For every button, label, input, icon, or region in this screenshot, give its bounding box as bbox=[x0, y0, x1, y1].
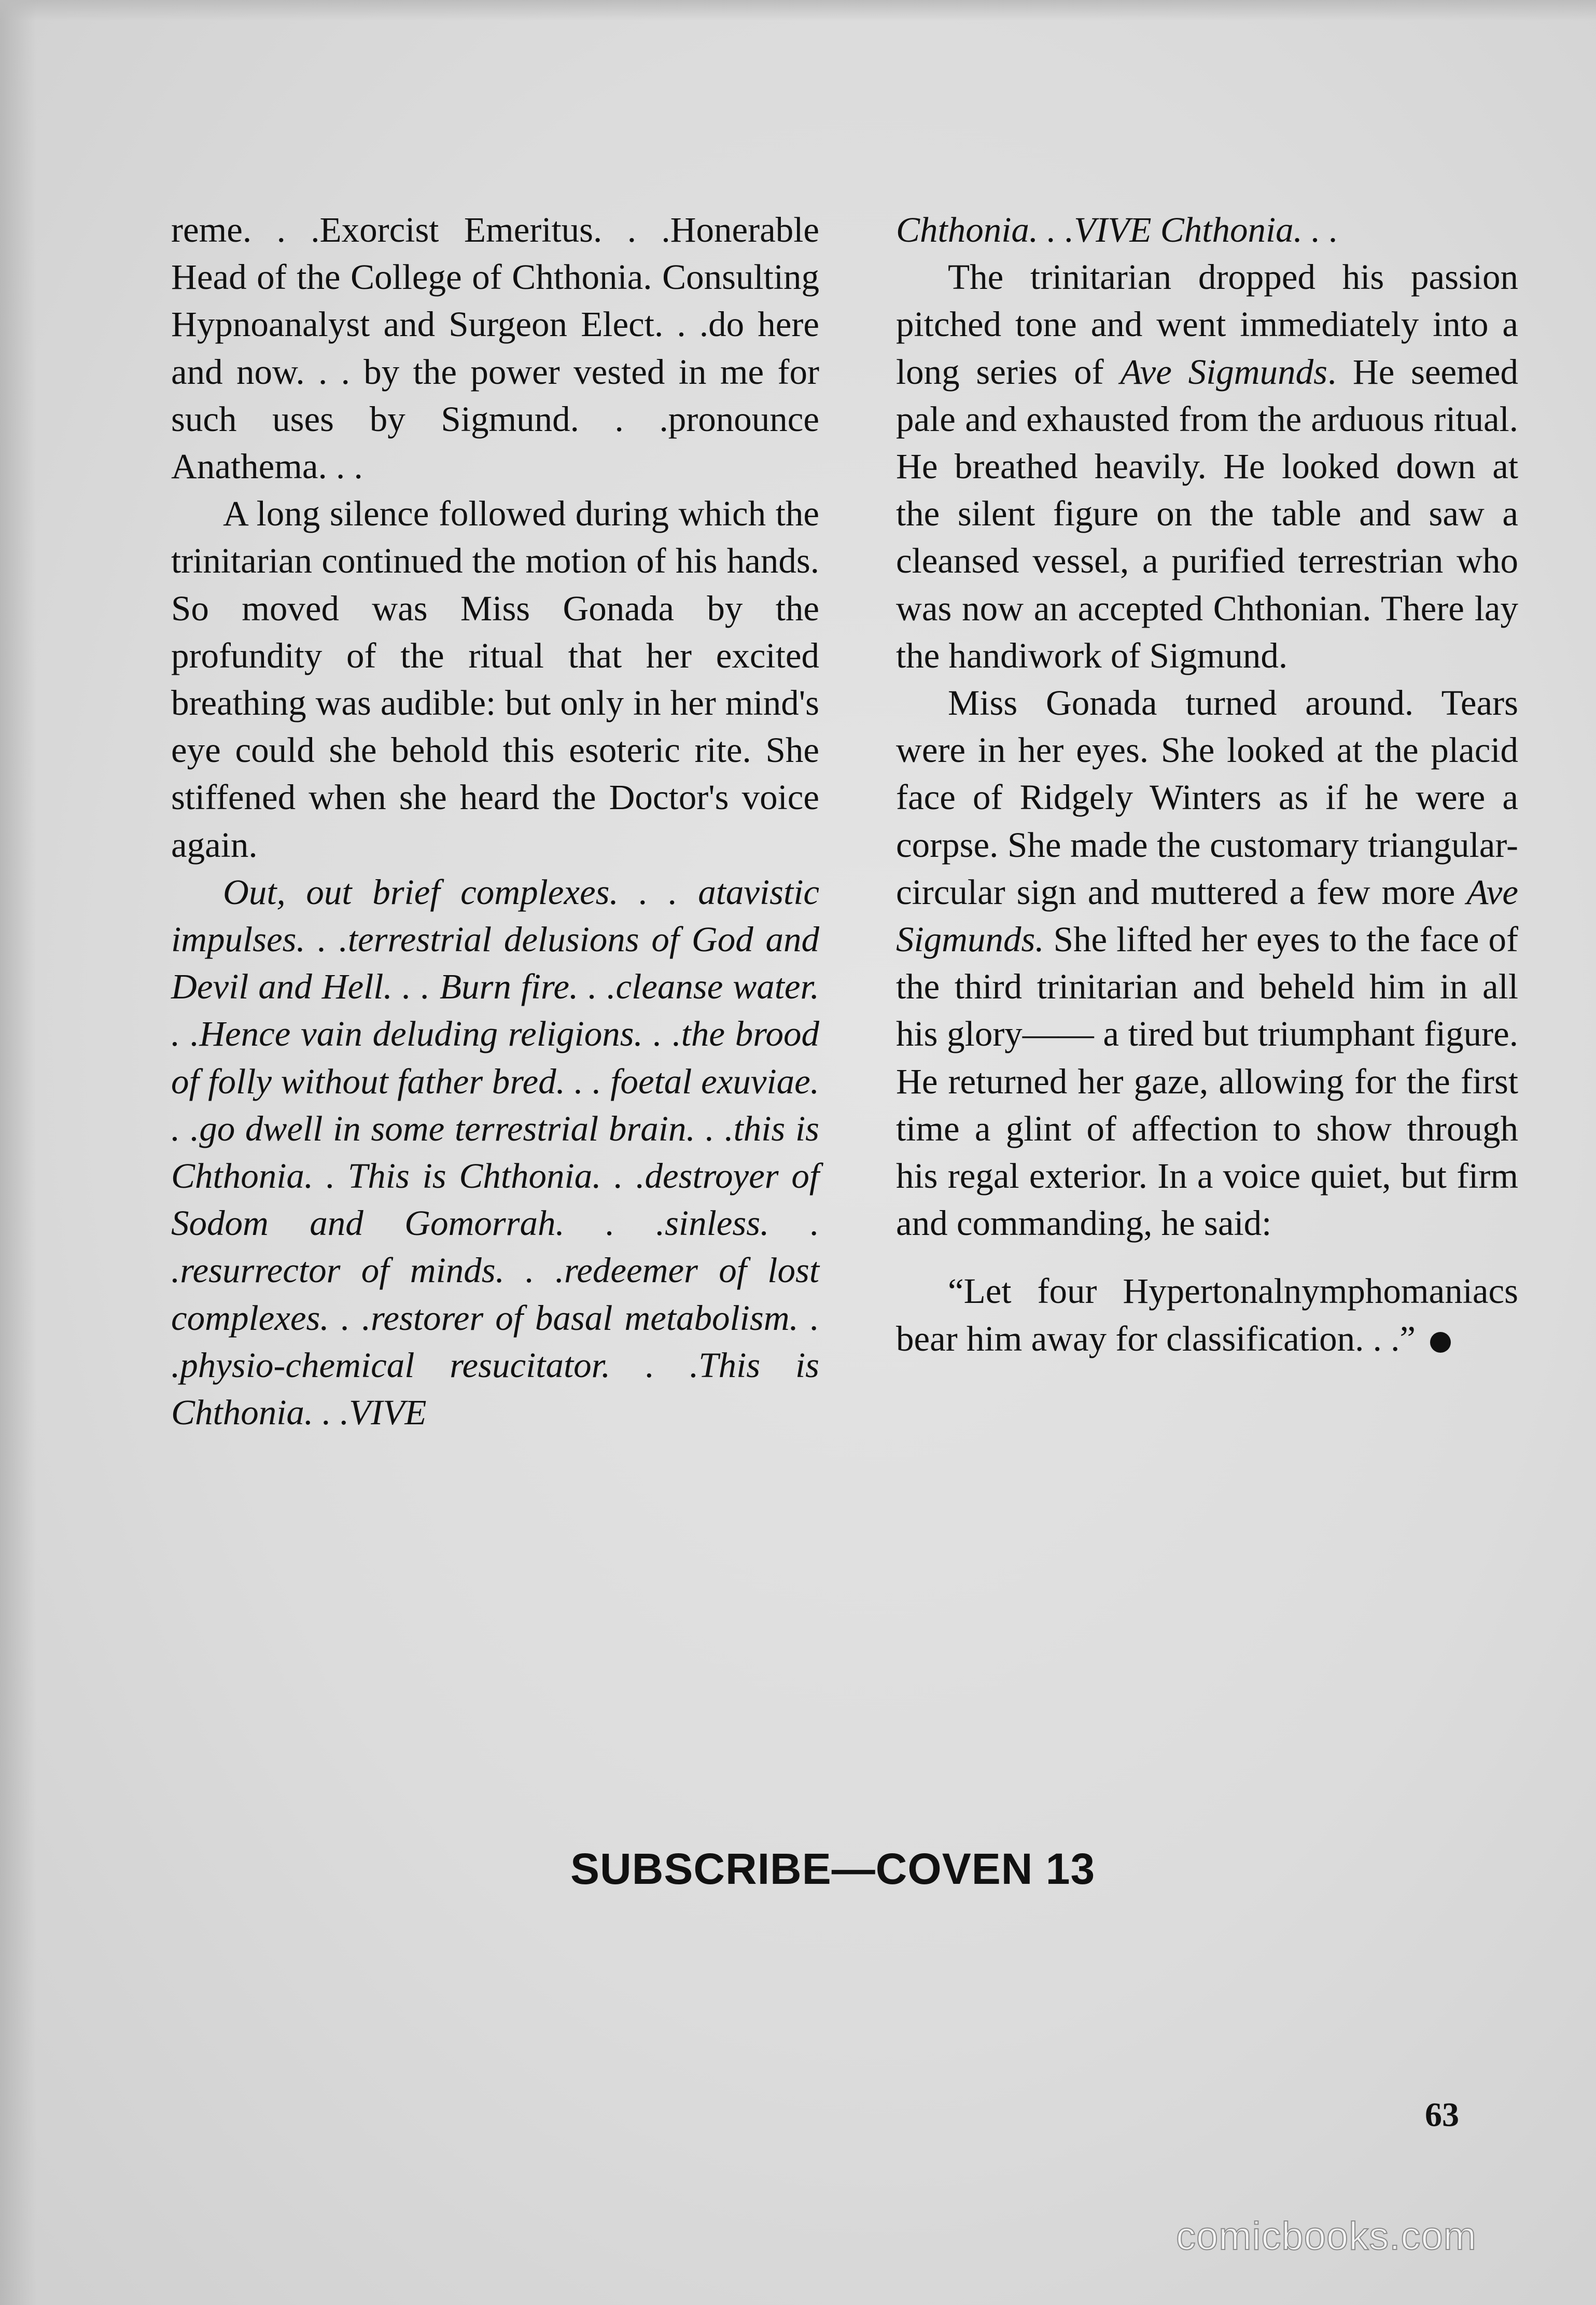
paragraph-italic-text: Ave Sigmunds. bbox=[896, 872, 1518, 960]
left-paragraph-incantation: Out, out brief complexes. . . atavistic impulses. . .terrestrial delusions of God and Devil and Hell. . . Burn fire. . .cleanse water. . .Hence vain deluding religions. . .the brood of folly without father bred. . . foetal exuviae. . .go dwell in some terrestrial brain. . .this is Chthonia. . This is Chthonia. . .destroyer of Sodom and Gomorrah. . .sinless. . .resurrector of minds. . .redeemer of lost complexes. . .restorer of basal metabolism. . .physio-chemical resucitator. . .This is Chthonia. . .VIVE bbox=[171, 872, 819, 1433]
page-top-shadow bbox=[0, 0, 1596, 21]
watermark-logo: comicbooks.com bbox=[1176, 2214, 1477, 2258]
right-paragraph-2 bbox=[896, 254, 1518, 679]
subscribe-banner: SUBSCRIBE—COVEN 13 bbox=[570, 1844, 1096, 1893]
closing-quote-text: “Let four Hypertonalnymphomaniacs bear him away for classification. . .” bbox=[896, 1271, 1518, 1358]
end-mark-icon bbox=[1430, 1332, 1451, 1353]
page-number: 63 bbox=[1425, 2096, 1459, 2134]
page-edge-shadow bbox=[0, 0, 36, 2305]
paragraph-text: The trinitarian dropped his passion pitched tone and went immediately into a long series of bbox=[896, 257, 1518, 392]
paragraph-italic-text: Ave Sigmunds bbox=[1120, 352, 1327, 392]
right-paragraph-3 bbox=[896, 679, 1518, 1247]
paragraph-text: She lifted her eyes to the face of the third trinitarian and beheld him in all his glory—— a tired but triumphant figure. He returned her gaze, allowing for the first time a glint of affection to show through his regal exterior. In a voice quiet, but firm and commanding, he said: bbox=[896, 920, 1518, 1243]
left-paragraph-2: A long silence followed during which the trinitarian continued the motion of his hands. So moved was Miss Gonada by the profundity of the ritual that her excited breathing was audible: but only in her mind's eye could she behold this esoteric rite. She stiffened when she heard the Doctor's voice again. bbox=[171, 494, 819, 865]
left-paragraph-1: reme. . .Exorcist Emeritus. . .Honerable Head of the College of Chthonia. Consulting Hypnoanalyst and Surgeon Elect. . .do here and now. . . by the power vested in me for such uses by Sigmund. . .pronounce Anathema. . . bbox=[171, 210, 819, 487]
paragraph-text: . He seemed pale and exhausted from the arduous ritual. He breathed heavily. He looked down at the silent figure on the table and saw a cleansed vessel, a purified terrestrian who was now an accepted Chthonian. There lay the handiwork of Sigmund. bbox=[896, 352, 1518, 675]
right-paragraph-1: Chthonia. . .VIVE Chthonia. . . bbox=[896, 210, 1338, 249]
right-paragraph-4 bbox=[896, 1268, 1518, 1362]
right-text-column bbox=[896, 206, 1518, 1363]
left-text-column bbox=[171, 206, 819, 1436]
paragraph-text: Miss Gonada turned around. Tears were in her eyes. She looked at the placid face of Ridgely Winters as if he were a corpse. She made the customary triangular-circular sign and muttered a few more bbox=[896, 683, 1518, 912]
